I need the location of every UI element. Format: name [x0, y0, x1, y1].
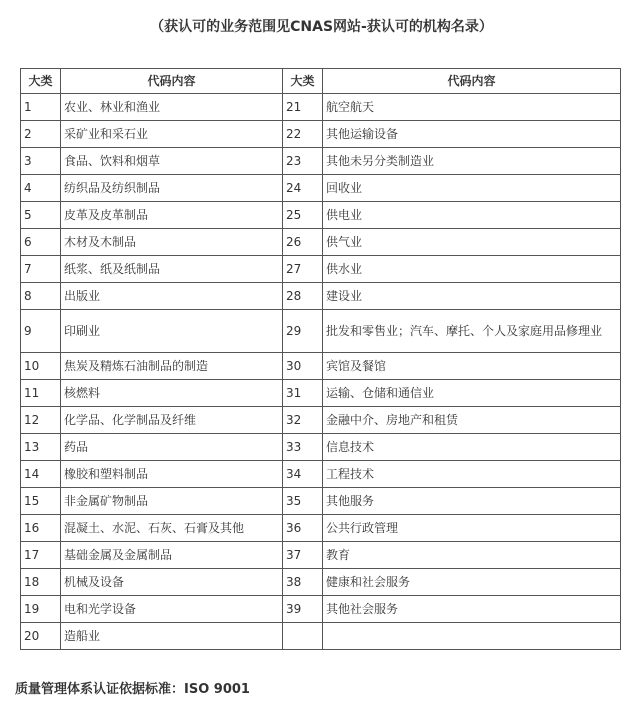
category-content-cell: 化学品、化学制品及纤维 — [61, 407, 283, 434]
table-row — [283, 175, 621, 202]
certification-standard-note: 质量管理体系认证依据标准：ISO 9001 — [15, 682, 250, 697]
left-table-body — [21, 94, 283, 650]
table-row — [21, 229, 283, 256]
category-content-cell: 纸浆、纸及纸制品 — [61, 256, 283, 283]
category-content-cell: 纺织品及纺织制品 — [61, 175, 283, 202]
table-row — [21, 623, 283, 650]
category-content-cell: 采矿业和采石业 — [61, 121, 283, 148]
table-row — [283, 310, 621, 353]
category-content-cell: 印刷业 — [61, 310, 283, 353]
category-code-cell: 8 — [21, 283, 61, 310]
table-row — [21, 310, 283, 353]
table-row — [283, 434, 621, 461]
category-content-cell: 教育 — [323, 542, 621, 569]
left-table-container — [20, 68, 283, 650]
category-code-cell: 19 — [21, 596, 61, 623]
table-row — [21, 353, 283, 380]
right-table-header — [283, 69, 621, 94]
category-content-cell: 核燃料 — [61, 380, 283, 407]
table-row — [21, 488, 283, 515]
category-code-cell: 34 — [283, 461, 323, 488]
category-code-cell: 11 — [21, 380, 61, 407]
category-content-cell: 橡胶和塑料制品 — [61, 461, 283, 488]
category-content-cell: 焦炭及精炼石油制品的制造 — [61, 353, 283, 380]
category-code-cell: 37 — [283, 542, 323, 569]
category-code-cell: 2 — [21, 121, 61, 148]
table-row — [283, 380, 621, 407]
table-row — [283, 121, 621, 148]
category-code-cell: 14 — [21, 461, 61, 488]
category-content-cell: 信息技术 — [323, 434, 621, 461]
category-content-cell: 药品 — [61, 434, 283, 461]
category-code-cell: 17 — [21, 542, 61, 569]
category-content-cell: 工程技术 — [323, 461, 621, 488]
category-code-cell: 3 — [21, 148, 61, 175]
category-code-cell: 15 — [21, 488, 61, 515]
left-category-table — [20, 68, 283, 650]
table-row — [283, 623, 621, 650]
category-content-cell — [323, 623, 621, 650]
category-code-cell: 9 — [21, 310, 61, 353]
category-content-cell: 金融中介、房地产和租赁 — [323, 407, 621, 434]
category-code-cell: 23 — [283, 148, 323, 175]
page-heading: （获认可的业务范围见CNAS网站-获认可的机构名录） — [150, 19, 493, 35]
category-content-cell: 电和光学设备 — [61, 596, 283, 623]
category-content-cell: 回收业 — [323, 175, 621, 202]
category-content-cell: 造船业 — [61, 623, 283, 650]
category-content-cell: 宾馆及餐馆 — [323, 353, 621, 380]
table-row — [283, 488, 621, 515]
table-row — [21, 380, 283, 407]
category-content-cell: 批发和零售业；汽车、摩托、个人及家庭用品修理业 — [323, 310, 621, 353]
table-row — [283, 407, 621, 434]
category-column-header: 大类 — [283, 69, 323, 94]
category-content-cell: 混凝土、水泥、石灰、石膏及其他 — [61, 515, 283, 542]
category-content-cell: 基础金属及金属制品 — [61, 542, 283, 569]
category-content-cell: 其他未另分类制造业 — [323, 148, 621, 175]
table-row — [21, 407, 283, 434]
table-row — [21, 121, 283, 148]
category-code-cell: 36 — [283, 515, 323, 542]
category-code-cell: 1 — [21, 94, 61, 121]
category-code-cell: 33 — [283, 434, 323, 461]
category-content-cell: 航空航天 — [323, 94, 621, 121]
category-code-cell: 32 — [283, 407, 323, 434]
table-row — [283, 353, 621, 380]
category-code-cell — [283, 623, 323, 650]
category-content-cell: 出版业 — [61, 283, 283, 310]
category-code-cell: 13 — [21, 434, 61, 461]
category-code-cell: 4 — [21, 175, 61, 202]
table-row — [283, 596, 621, 623]
category-code-cell: 39 — [283, 596, 323, 623]
category-content-cell: 供电业 — [323, 202, 621, 229]
category-content-cell: 健康和社会服务 — [323, 569, 621, 596]
table-row — [283, 569, 621, 596]
category-code-cell: 20 — [21, 623, 61, 650]
category-content-cell: 机械及设备 — [61, 569, 283, 596]
category-code-cell: 7 — [21, 256, 61, 283]
category-code-cell: 28 — [283, 283, 323, 310]
table-row — [21, 148, 283, 175]
table-row — [283, 461, 621, 488]
category-code-cell: 5 — [21, 202, 61, 229]
category-content-cell: 建设业 — [323, 283, 621, 310]
table-row — [21, 542, 283, 569]
category-content-cell: 非金属矿物制品 — [61, 488, 283, 515]
table-row — [283, 148, 621, 175]
table-row — [283, 283, 621, 310]
right-category-table — [282, 68, 621, 650]
table-row — [21, 434, 283, 461]
category-code-cell: 31 — [283, 380, 323, 407]
category-content-cell: 皮革及皮革制品 — [61, 202, 283, 229]
category-content-cell: 供气业 — [323, 229, 621, 256]
table-row — [21, 515, 283, 542]
category-content-cell: 木材及木制品 — [61, 229, 283, 256]
category-code-cell: 18 — [21, 569, 61, 596]
category-content-cell: 其他服务 — [323, 488, 621, 515]
category-content-cell: 食品、饮料和烟草 — [61, 148, 283, 175]
category-code-cell: 6 — [21, 229, 61, 256]
table-row — [21, 256, 283, 283]
category-content-cell: 供水业 — [323, 256, 621, 283]
table-row — [21, 94, 283, 121]
table-row — [21, 461, 283, 488]
table-row — [283, 94, 621, 121]
category-code-cell: 26 — [283, 229, 323, 256]
category-content-cell: 其他社会服务 — [323, 596, 621, 623]
content-column-header: 代码内容 — [61, 69, 283, 94]
table-row — [283, 202, 621, 229]
left-table-header — [21, 69, 283, 94]
category-code-cell: 27 — [283, 256, 323, 283]
table-row — [21, 175, 283, 202]
category-code-cell: 29 — [283, 310, 323, 353]
table-row — [21, 596, 283, 623]
table-row — [283, 515, 621, 542]
category-code-cell: 16 — [21, 515, 61, 542]
category-code-cell: 30 — [283, 353, 323, 380]
category-content-cell: 其他运输设备 — [323, 121, 621, 148]
category-code-cell: 21 — [283, 94, 323, 121]
category-content-cell: 农业、林业和渔业 — [61, 94, 283, 121]
category-code-cell: 35 — [283, 488, 323, 515]
table-row — [283, 542, 621, 569]
right-table-container — [282, 68, 621, 650]
category-content-cell: 公共行政管理 — [323, 515, 621, 542]
table-row — [21, 569, 283, 596]
table-row — [283, 256, 621, 283]
category-column-header: 大类 — [21, 69, 61, 94]
category-code-cell: 10 — [21, 353, 61, 380]
table-row — [21, 283, 283, 310]
category-code-cell: 38 — [283, 569, 323, 596]
category-code-cell: 12 — [21, 407, 61, 434]
right-table-body — [283, 94, 621, 650]
content-column-header: 代码内容 — [323, 69, 621, 94]
category-code-cell: 24 — [283, 175, 323, 202]
category-code-cell: 25 — [283, 202, 323, 229]
table-row — [21, 202, 283, 229]
category-code-cell: 22 — [283, 121, 323, 148]
table-row — [283, 229, 621, 256]
category-content-cell: 运输、仓储和通信业 — [323, 380, 621, 407]
